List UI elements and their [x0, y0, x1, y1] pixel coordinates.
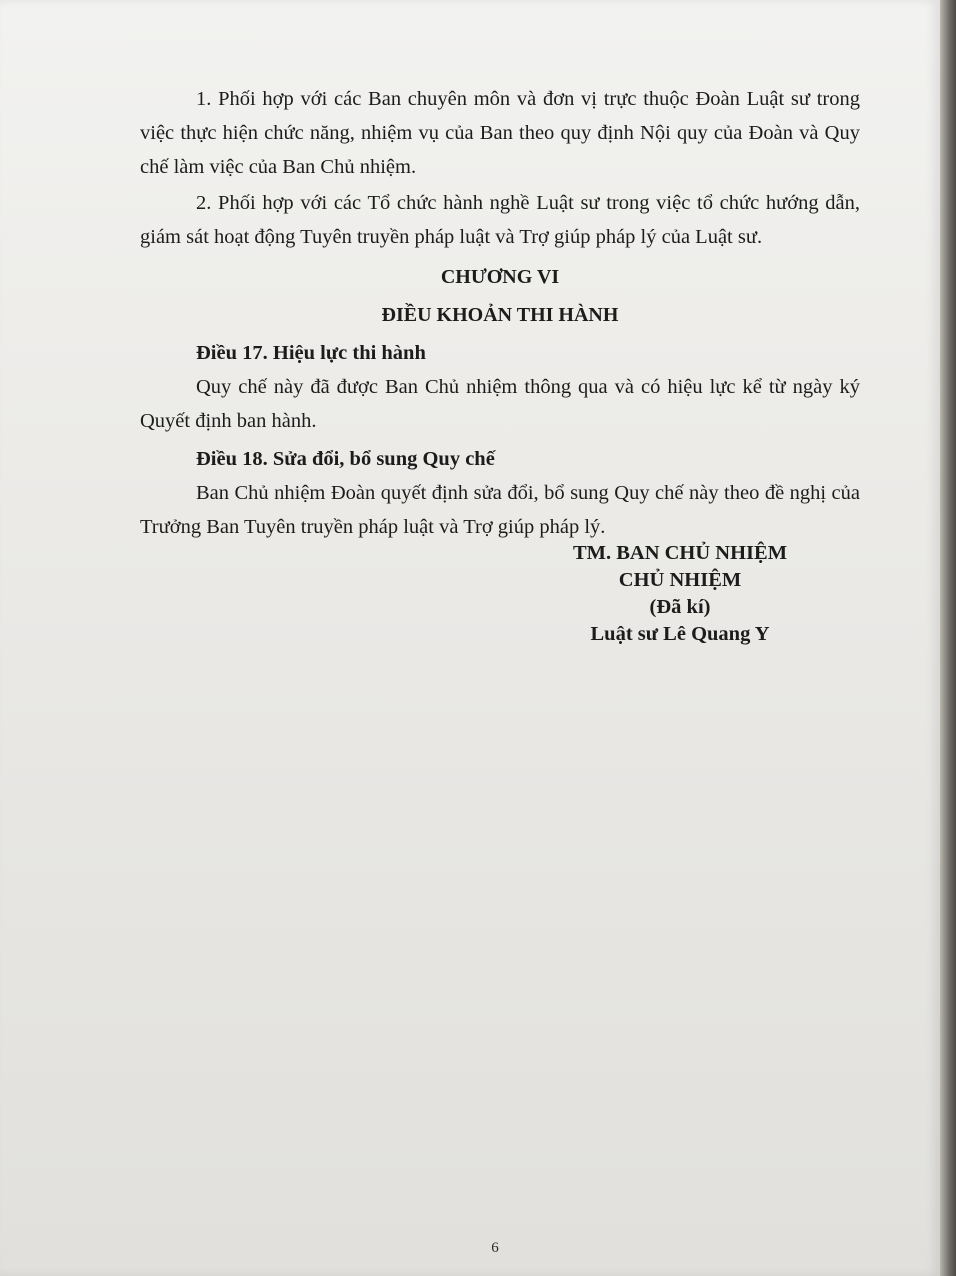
coordination-item-2: 2. Phối hợp với các Tổ chức hành nghề Luật sư trong việc tổ chức hướng dẫn, giám sát hoạt động Tuyên truyền pháp luật và Trợ giúp pháp lý của Luật sư. — [140, 192, 860, 248]
article-18-body: Ban Chủ nhiệm Đoàn quyết định sửa đổi, bổ sung Quy chế này theo đề nghị của Trưởng Ban Tuyên truyền pháp luật và Trợ giúp pháp lý. — [140, 482, 860, 538]
signature-position: CHỦ NHIỆM — [618, 569, 742, 591]
signature-signed-note: (Đã kí) — [649, 596, 711, 618]
signature-name: Luật sư Lê Quang Y — [590, 623, 770, 645]
signature-block — [560, 540, 800, 648]
page-edge-shadow — [940, 0, 956, 1276]
chapter-title: ĐIỀU KHOẢN THI HÀNH — [381, 304, 619, 326]
coordination-item-1: 1. Phối hợp với các Ban chuyên môn và đơn vị trực thuộc Đoàn Luật sư trong việc thực hiện chức năng, nhiệm vụ của Ban theo quy định Nội quy của Đoàn và Quy chế làm việc của Ban Chủ nhiệm. — [140, 88, 860, 178]
article-17-body: Quy chế này đã được Ban Chủ nhiệm thông qua và có hiệu lực kể từ ngày ký Quyết định ban hành. — [140, 376, 860, 432]
document-body — [140, 82, 860, 544]
chapter-number: CHƯƠNG VI — [440, 266, 560, 288]
article-18-title: Điều 18. Sửa đổi, bổ sung Quy chế — [196, 448, 495, 470]
page-number: 6 — [491, 1240, 499, 1256]
signature-on-behalf: TM. BAN CHỦ NHIỆM — [572, 542, 788, 564]
article-17-title: Điều 17. Hiệu lực thi hành — [196, 342, 426, 364]
